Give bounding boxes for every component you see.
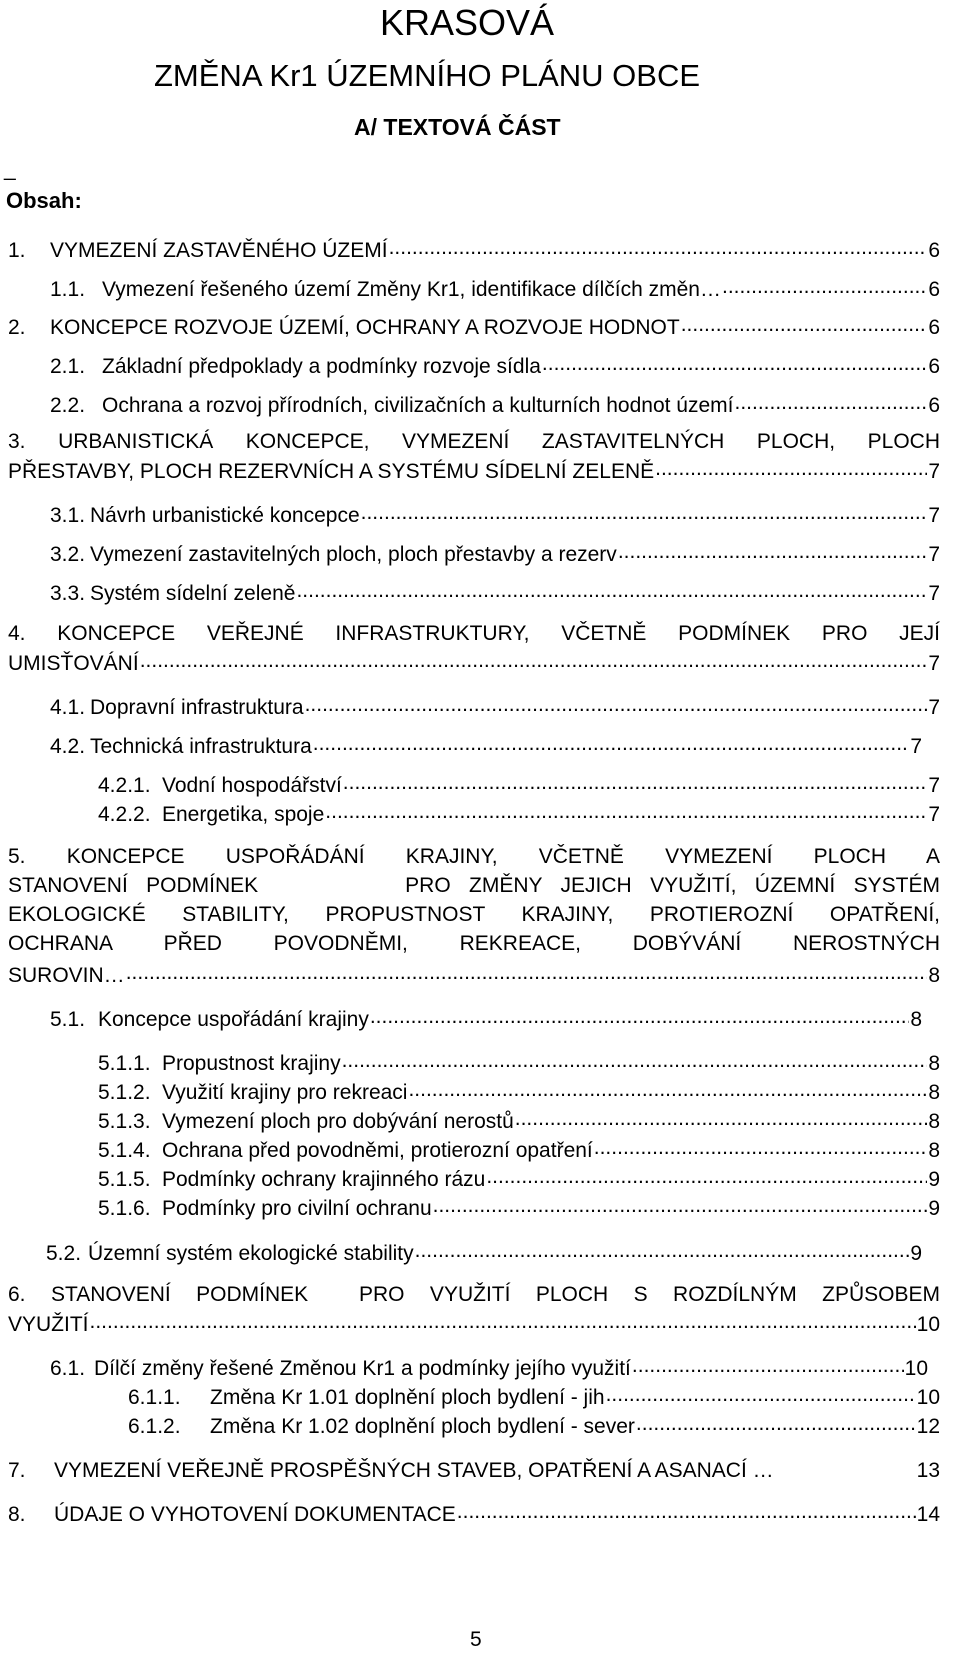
toc-num: 5.1.5.: [98, 1168, 151, 1191]
toc-text-line: KONCEPCE VEŘEJNÉ INFRASTRUKTURY, VČETNĚ PODMÍNEK PRO JEJÍ: [57, 622, 940, 645]
toc-entry[interactable]: [128, 1383, 940, 1410]
toc-entry[interactable]: [8, 236, 940, 263]
toc-entry-line[interactable]: [8, 430, 940, 454]
toc-text: Podmínky ochrany krajinného rázu: [162, 1168, 486, 1191]
toc-num: 2.2.: [50, 394, 86, 417]
toc-num: 5.1.3.: [98, 1110, 151, 1133]
toc-page: 6: [928, 316, 940, 339]
toc-entry[interactable]: [98, 1078, 940, 1105]
toc-text: Systém sídelní zeleně: [90, 582, 296, 605]
toc-entry[interactable]: [8, 961, 940, 988]
leader-dots: [542, 352, 927, 373]
toc-text: Změna Kr 1.01 doplnění ploch bydlení - jih: [210, 1386, 605, 1409]
leader-dots: [126, 961, 928, 982]
toc-text: Koncepce uspořádání krajiny: [98, 1008, 369, 1031]
leader-dots: [457, 1500, 916, 1521]
toc-num: 3.2.: [50, 543, 86, 566]
toc-num: 5.1.6.: [98, 1197, 151, 1220]
toc-text-line: STANOVENÍ PODMÍNEK PRO VYUŽITÍ PLOCH S ROZDÍLNÝM ZPŮSOBEM: [50, 1283, 940, 1306]
toc-entry[interactable]: [8, 649, 940, 676]
toc-text: Základní předpoklady a podmínky rozvoje sídla: [102, 355, 541, 378]
toc-num: 4.1.: [50, 696, 86, 719]
leader-dots: [636, 1412, 916, 1433]
toc-entry[interactable]: [128, 1412, 940, 1439]
leader-dots: [433, 1194, 928, 1215]
toc-num: 5.1.: [50, 1008, 86, 1031]
toc-page: 7: [928, 543, 940, 566]
toc-num: 4.2.2.: [98, 803, 151, 826]
toc-entry[interactable]: [8, 457, 940, 484]
toc-entry-line[interactable]: [8, 932, 940, 956]
toc-num: 5.1.4.: [98, 1139, 151, 1162]
stray-mark: _: [4, 158, 16, 181]
toc-text: VYMEZENÍ VEŘEJNĚ PROSPĚŠNÝCH STAVEB, OPATŘENÍ A ASANACÍ …: [54, 1459, 774, 1482]
leader-dots: [389, 236, 928, 257]
toc-page: 9: [910, 1242, 922, 1265]
toc-num: 6.1.2.: [128, 1415, 181, 1438]
leader-dots: [361, 501, 928, 522]
toc-page: 10: [916, 1313, 940, 1336]
toc-page: 6: [928, 355, 940, 378]
toc-page: 7: [928, 774, 940, 797]
leader-dots: [681, 313, 928, 334]
toc-num: 1.1.: [50, 278, 86, 301]
toc-text-line: EKOLOGICKÉ STABILITY, PROPUSTNOST KRAJINY, PROTIEROZNÍ OPATŘENÍ,: [8, 903, 940, 926]
toc-text: Technická infrastruktura: [90, 735, 312, 758]
toc-text-line: STANOVENÍ PODMÍNEK PRO ZMĚNY JEJICH VYUŽITÍ, ÚZEMNÍ SYSTÉM: [8, 874, 940, 897]
toc-text: VYUŽITÍ: [8, 1313, 89, 1336]
toc-num: 4.2.: [50, 735, 86, 758]
toc-page: 7: [928, 803, 940, 826]
toc-entry[interactable]: [98, 1107, 940, 1134]
toc-entry-line[interactable]: [8, 622, 940, 646]
leader-dots: [313, 732, 910, 753]
document-title: KRASOVÁ: [380, 2, 555, 43]
page-number: 5: [470, 1628, 482, 1651]
leader-dots: [343, 771, 928, 792]
toc-num: 5.: [8, 845, 26, 868]
toc-page: 8: [928, 1052, 940, 1075]
toc-text: PŘESTAVBY, PLOCH REZERVNÍCH A SYSTÉMU SÍDELNÍ ZELENĚ: [8, 460, 655, 483]
toc-page: 10: [904, 1357, 928, 1380]
toc-page: 6: [928, 239, 940, 262]
toc-entry[interactable]: [50, 352, 940, 379]
leader-dots: [415, 1239, 910, 1260]
contents-label: Obsah:: [6, 188, 82, 213]
toc-text: Územní systém ekologické stability: [88, 1242, 414, 1265]
toc-num: 5.1.1.: [98, 1052, 151, 1075]
leader-dots: [325, 800, 927, 821]
toc-page: 12: [916, 1415, 940, 1438]
leader-dots: [296, 579, 927, 600]
toc-text-line: URBANISTICKÁ KONCEPCE, VYMEZENÍ ZASTAVITELNÝCH PLOCH, PLOCH: [58, 430, 940, 453]
toc-text: Vymezení zastavitelných ploch, ploch přestavby a rezerv: [90, 543, 617, 566]
toc-text-line: KONCEPCE USPOŘÁDÁNÍ KRAJINY, VČETNĚ VYMEZENÍ PLOCH A: [66, 845, 941, 868]
toc-entry[interactable]: [50, 1354, 928, 1381]
toc-entry-line[interactable]: [8, 1283, 940, 1307]
toc-num: 3.1.: [50, 504, 86, 527]
toc-entry[interactable]: [50, 693, 940, 720]
toc-page: 7: [928, 460, 940, 483]
leader-dots: [370, 1005, 909, 1026]
toc-page: 7: [928, 504, 940, 527]
toc-entry[interactable]: [98, 800, 940, 827]
toc-text: Využití krajiny pro rekreaci: [162, 1081, 408, 1104]
toc-text: Propustnost krajiny: [162, 1052, 341, 1075]
toc-num: 2.: [8, 316, 26, 339]
toc-num: 2.1.: [50, 355, 86, 378]
toc-text: Dopravní infrastruktura: [90, 696, 304, 719]
leader-dots: [408, 1078, 927, 1099]
leader-dots: [655, 457, 927, 478]
toc-entry[interactable]: [50, 579, 940, 606]
toc-text: Změna Kr 1.02 doplnění ploch bydlení - sever: [210, 1415, 635, 1438]
toc-entry-line[interactable]: [8, 874, 940, 898]
toc-text: Vymezení ploch pro dobývání nerostů: [162, 1110, 514, 1133]
toc-text-line: OCHRANA PŘED POVODNĚMI, REKREACE, DOBÝVÁNÍ NEROSTNÝCH: [8, 932, 940, 955]
toc-page: 8: [928, 1081, 940, 1104]
toc-page: 13: [916, 1459, 940, 1482]
toc-entry[interactable]: [8, 1500, 940, 1527]
toc-num: 6.1.: [50, 1357, 86, 1380]
toc-num: 5.1.2.: [98, 1081, 151, 1104]
leader-dots: [632, 1354, 904, 1375]
toc-text: Vodní hospodářství: [162, 774, 342, 797]
leader-dots: [606, 1383, 916, 1404]
toc-num: 8.: [8, 1503, 26, 1526]
toc-page: 9: [928, 1168, 940, 1191]
toc-page: 9: [928, 1197, 940, 1220]
toc-text: UMISŤOVÁNÍ: [8, 652, 139, 675]
toc-text: Podmínky pro civilní ochranu: [162, 1197, 432, 1220]
toc-entry[interactable]: [98, 1136, 940, 1163]
toc-text: Ochrana před povodněmi, protierozní opatření: [162, 1139, 593, 1162]
toc-page: 8: [928, 964, 940, 987]
toc-entry-line[interactable]: [8, 845, 940, 869]
section-title: A/ TEXTOVÁ ČÁST: [354, 114, 561, 140]
toc-text: SUROVIN…: [8, 964, 125, 987]
toc-num: 3.3.: [50, 582, 86, 605]
toc-num: 1.: [8, 239, 26, 262]
toc-entry[interactable]: [46, 1239, 922, 1266]
toc-page: 8: [910, 1008, 922, 1031]
toc-text: Dílčí změny řešené Změnou Kr1 a podmínky jejího využití: [94, 1357, 631, 1380]
toc-page: 6: [928, 278, 940, 301]
toc-num: 6.: [8, 1283, 26, 1306]
toc-entry[interactable]: [98, 1049, 940, 1076]
toc-entry[interactable]: [8, 1310, 940, 1337]
toc-entry[interactable]: [50, 275, 940, 302]
toc-text: ÚDAJE O VYHOTOVENÍ DOKUMENTACE: [54, 1503, 456, 1526]
leader-dots: [515, 1107, 928, 1128]
toc-num: 3.: [8, 430, 26, 453]
toc-entry[interactable]: [98, 771, 940, 798]
toc-num: 4.2.1.: [98, 774, 151, 797]
toc-text: VYMEZENÍ ZASTAVĚNÉHO ÚZEMÍ: [50, 239, 388, 262]
toc-entry[interactable]: [8, 1456, 940, 1483]
toc-num: 5.2.: [46, 1242, 82, 1265]
toc-page: 7: [928, 652, 940, 675]
toc-page: 7: [928, 582, 940, 605]
toc-text: KONCEPCE ROZVOJE ÚZEMÍ, OCHRANY A ROZVOJE HODNOT: [50, 316, 680, 339]
toc-entry[interactable]: [50, 1005, 922, 1032]
toc-text: Návrh urbanistické koncepce: [90, 504, 360, 527]
toc-page: 8: [928, 1139, 940, 1162]
toc-page: 10: [916, 1386, 940, 1409]
leader-dots: [486, 1165, 927, 1186]
toc-entry[interactable]: [50, 540, 940, 567]
toc-text: Vymezení řešeného území Změny Kr1, identifikace dílčích změn…: [102, 278, 721, 301]
toc-num: 7.: [8, 1459, 26, 1482]
toc-entry[interactable]: [50, 732, 922, 759]
leader-dots: [618, 540, 928, 561]
leader-dots: [140, 649, 928, 670]
toc-page: 7: [910, 735, 922, 758]
toc-entry[interactable]: [50, 391, 940, 418]
toc-entry[interactable]: [98, 1165, 940, 1192]
leader-dots: [342, 1049, 928, 1070]
toc-page: 8: [928, 1110, 940, 1133]
toc-entry[interactable]: [98, 1194, 940, 1221]
toc-page: 7: [928, 696, 940, 719]
leader-dots: [594, 1136, 928, 1157]
toc-entry[interactable]: [50, 501, 940, 528]
toc-page: 6: [928, 394, 940, 417]
toc-text: Ochrana a rozvoj přírodních, civilizačních a kulturních hodnot území: [102, 394, 734, 417]
leader-dots: [90, 1310, 916, 1331]
leader-dots: [722, 275, 927, 296]
toc-num: 4.: [8, 622, 26, 645]
toc-text: Energetika, spoje: [162, 803, 325, 826]
toc-entry[interactable]: [8, 313, 940, 340]
leader-dots: [734, 391, 927, 412]
leader-dots: [305, 693, 928, 714]
document-subtitle: ZMĚNA Kr1 ÚZEMNÍHO PLÁNU OBCE: [154, 58, 701, 93]
toc-entry-line[interactable]: [8, 903, 940, 927]
toc-num: 6.1.1.: [128, 1386, 181, 1409]
toc-page: 14: [916, 1503, 940, 1526]
